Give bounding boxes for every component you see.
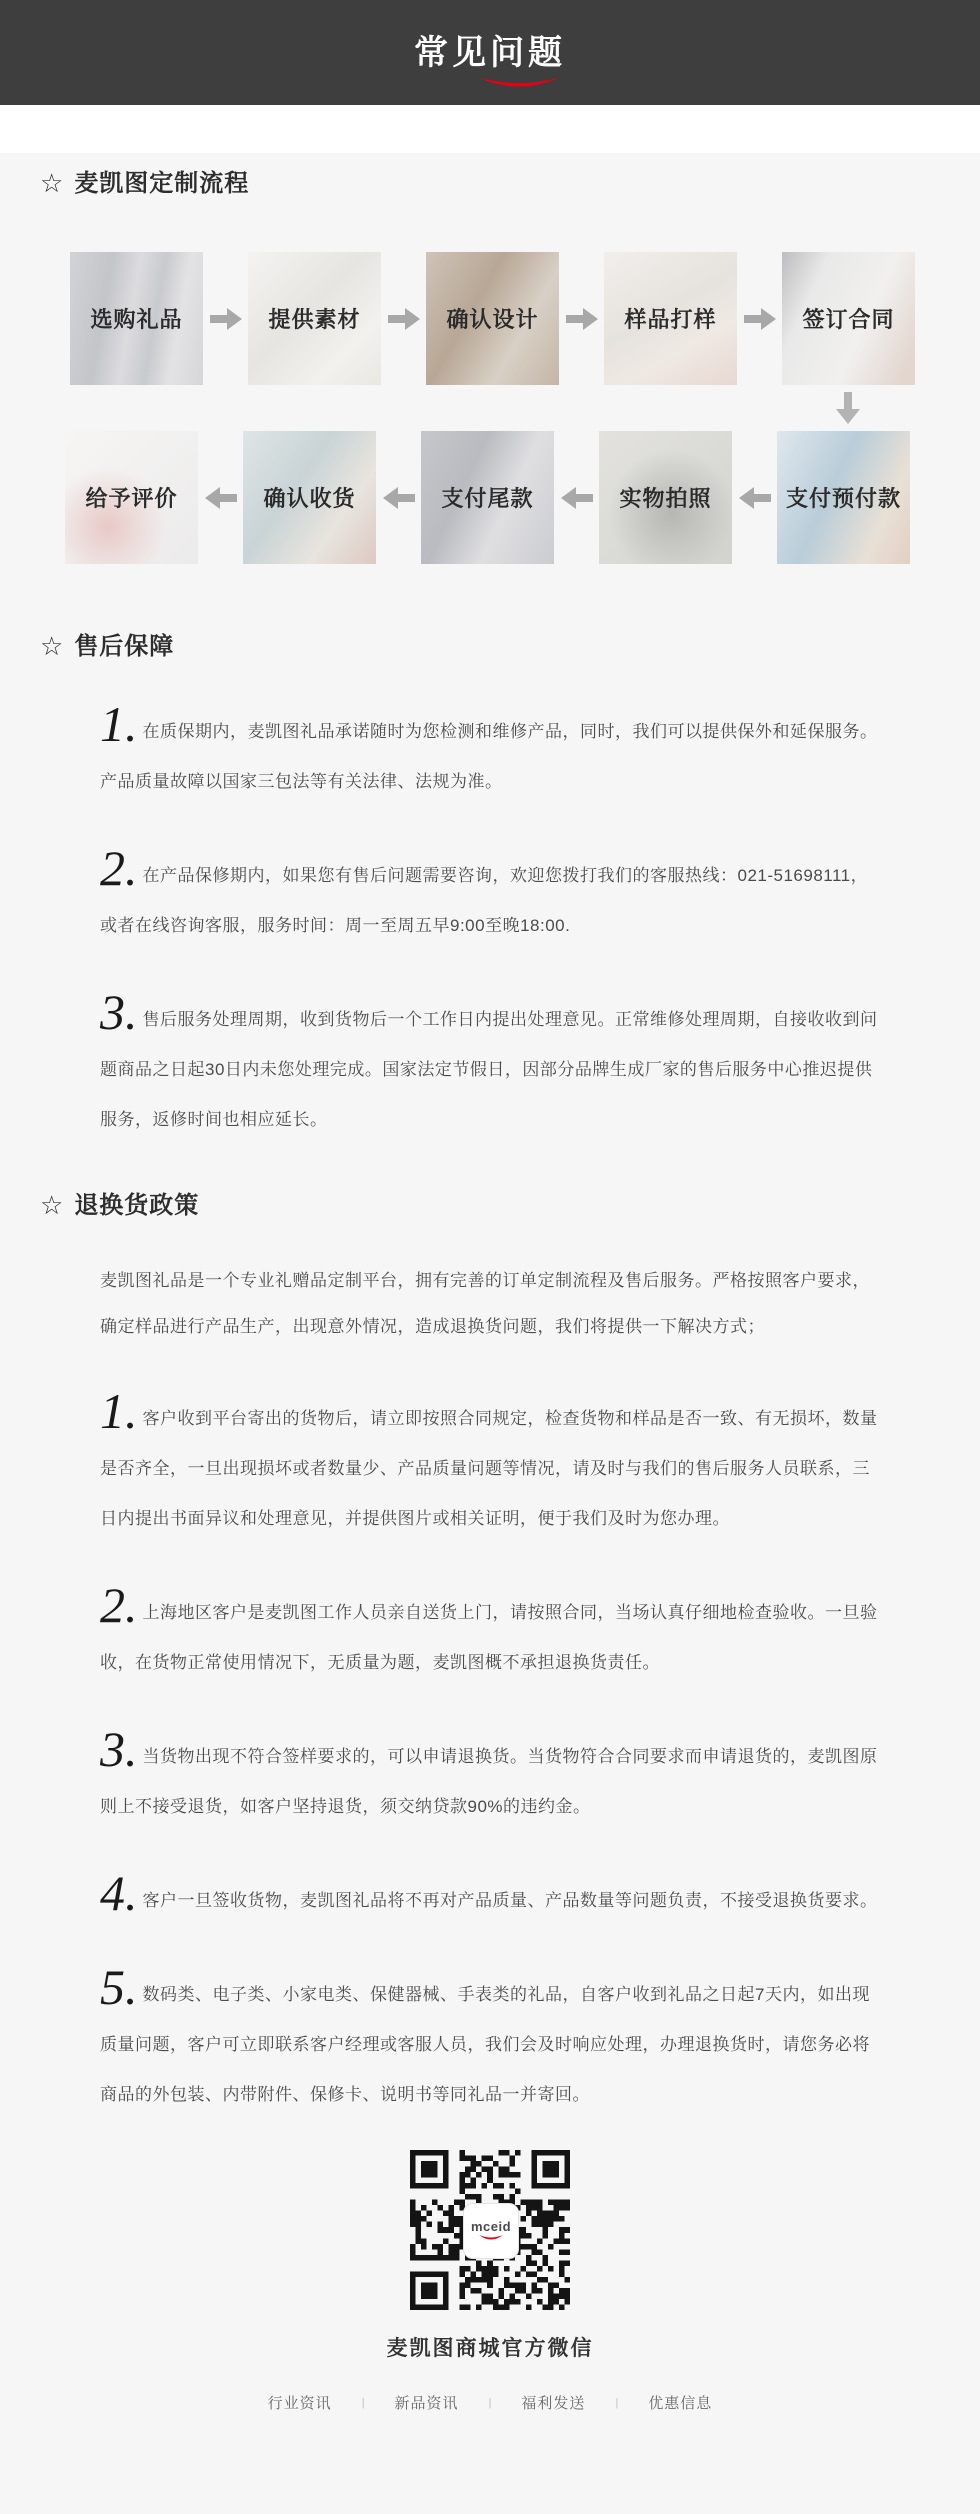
- return-policy-item-5: [100, 1959, 885, 2120]
- footer-link-industry-news[interactable]: 行业资讯: [267, 2395, 332, 2412]
- smile-icon: [478, 2234, 504, 2242]
- footer-link-new-products[interactable]: 新品资讯: [394, 2395, 459, 2412]
- arrow-left-icon: [198, 487, 243, 509]
- step-sample-proofing: 样品打样: [604, 252, 737, 385]
- header-spacer: [0, 105, 980, 153]
- process-heading: ☆ 麦凯图定制流程: [40, 168, 250, 198]
- item-number: 5.: [100, 1959, 138, 2015]
- divider: |: [361, 2396, 365, 2409]
- after-sales-item-2: [100, 840, 885, 951]
- step-sign-contract: 签订合同: [782, 252, 915, 385]
- flow-turn-row: [0, 385, 980, 431]
- item-number: 2.: [100, 1577, 138, 1633]
- item-number: 3.: [100, 984, 138, 1040]
- return-policy-heading: ☆ 退换货政策: [40, 1190, 200, 1220]
- item-text: 客户一旦签收货物，麦凯图礼品将不再对产品质量、产品数量等问题负责，不接受退换货要求。: [142, 1891, 878, 1910]
- star-icon: ☆: [40, 168, 65, 198]
- step-confirm-design: 确认设计: [426, 252, 559, 385]
- arrow-left-icon: [732, 487, 777, 509]
- brand-logo-text: mceid: [470, 2219, 512, 2234]
- arrow-right-icon: [381, 308, 426, 330]
- star-icon: ☆: [40, 631, 65, 661]
- section-after-sales: [0, 630, 980, 1145]
- return-policy-item-2: [100, 1577, 885, 1688]
- item-number: 3.: [100, 1721, 138, 1777]
- return-policy-intro: 麦凯图礼品是一个专业礼赠品定制平台，拥有完善的订单定制流程及售后服务。严格按照客户要求，确定样品进行产品生产，出现意外情况，造成退换货问题，我们将提供一下解决方式；: [100, 1271, 870, 1336]
- return-policy-item-3: [100, 1721, 885, 1832]
- section-customization-process: [0, 167, 980, 564]
- qr-center-logo: [463, 2203, 519, 2259]
- divider: |: [488, 2396, 492, 2409]
- step-provide-materials: 提供素材: [248, 252, 381, 385]
- footer-link-promotions[interactable]: 优惠信息: [648, 2395, 713, 2412]
- return-policy-item-4: [100, 1865, 885, 1926]
- page-title: 常见问题: [414, 33, 566, 72]
- step-confirm-receipt: 确认收货: [243, 431, 376, 564]
- arrow-right-icon: [737, 308, 782, 330]
- arrow-right-icon: [559, 308, 604, 330]
- return-policy-item-1: [100, 1383, 885, 1544]
- item-text: 在产品保修期内，如果您有售后问题需要咨询，欢迎您拨打我们的客服热线：021-51698111，或者在线咨询客服，服务时间：周一至周五早9:00至晚18:00.: [100, 866, 869, 935]
- after-sales-heading: ☆ 售后保障: [40, 631, 175, 661]
- item-number: 1.: [100, 1383, 138, 1439]
- section-return-policy: [0, 1189, 980, 2120]
- arrow-down-icon: [836, 392, 860, 424]
- wechat-qr-code: [410, 2150, 570, 2310]
- footer-nav: [0, 2392, 980, 2471]
- item-number: 4.: [100, 1865, 138, 1921]
- arrow-left-icon: [376, 487, 421, 509]
- step-give-review: 给予评价: [65, 431, 198, 564]
- arrow-left-icon: [554, 487, 599, 509]
- arrow-right-icon: [203, 308, 248, 330]
- page-header: [0, 0, 980, 105]
- after-sales-item-3: [100, 984, 885, 1145]
- item-text: 客户收到平台寄出的货物后，请立即按照合同规定，检查货物和样品是否一致、有无损坏，数量是否齐全，一旦出现损坏或者数量少、产品质量问题等情况，请及时与我们的售后服务人员联系，三日内提出书面异议和处理意见，并提供图片或相关证明，便于我们及时为您办理。: [100, 1409, 878, 1528]
- step-photograph-product: 实物拍照: [599, 431, 732, 564]
- item-number: 2.: [100, 840, 138, 896]
- step-select-gifts: 选购礼品: [70, 252, 203, 385]
- step-pay-balance: 支付尾款: [421, 431, 554, 564]
- item-text: 上海地区客户是麦凯图工作人员亲自送货上门，请按照合同，当场认真仔细地检查验收。一旦验收，在货物正常使用情况下，无质量为题，麦凯图概不承担退换货责任。: [100, 1603, 878, 1672]
- smile-icon: [476, 76, 562, 97]
- divider: |: [615, 2396, 619, 2409]
- step-pay-deposit: 支付预付款: [777, 431, 910, 564]
- item-text: 数码类、电子类、小家电类、保健器械、手表类的礼品，自客户收到礼品之日起7天内，如出现质量问题，客户可立即联系客户经理或客服人员，我们会及时响应处理，办理退换货时，请您务必将商品的外包装、内带附件、保修卡、说明书等同礼品一并寄回。: [100, 1985, 870, 2104]
- item-text: 售后服务处理周期，收到货物后一个工作日内提出处理意见。正常维修处理周期，自接收收到问题商品之日起30日内未您处理完成。国家法定节假日，因部分品牌生成厂家的售后服务中心推迟提供服务，返修时间也相应延长。: [100, 1010, 878, 1129]
- wechat-block: [0, 2150, 980, 2362]
- after-sales-item-1: [100, 696, 885, 807]
- item-text: 在质保期内，麦凯图礼品承诺随时为您检测和维修产品，同时，我们可以提供保外和延保服务。产品质量故障以国家三包法等有关法律、法规为准。: [100, 722, 878, 791]
- item-text: 当货物出现不符合签样要求的，可以申请退换货。当货物符合合同要求而申请退货的，麦凯图原则上不接受退货，如客户坚持退货，须交纳贷款90%的违约金。: [100, 1747, 878, 1816]
- process-flow-diagram: [0, 252, 980, 564]
- footer-link-benefits[interactable]: 福利发送: [521, 2395, 586, 2412]
- item-number: 1.: [100, 696, 138, 752]
- wechat-caption: 麦凯图商城官方微信: [386, 2337, 594, 2360]
- star-icon: ☆: [40, 1190, 65, 1220]
